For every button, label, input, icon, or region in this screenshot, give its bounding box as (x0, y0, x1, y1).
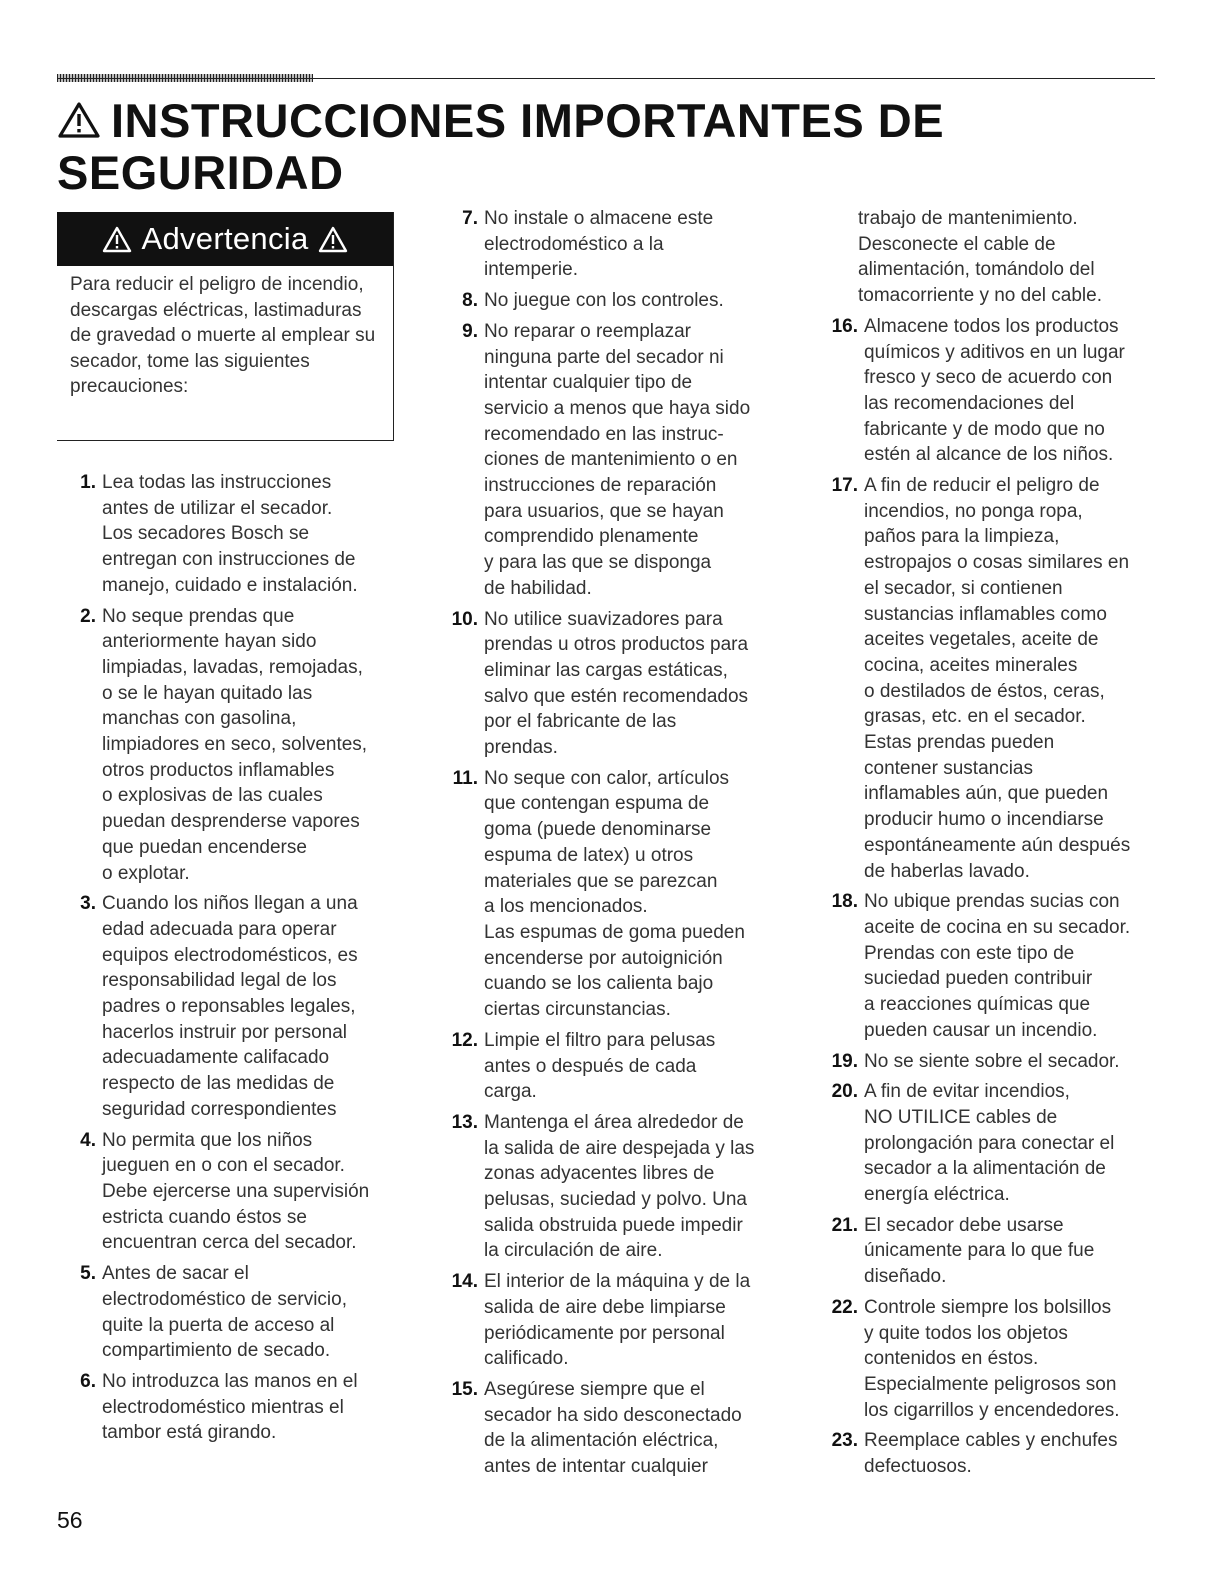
list-item (68, 470, 393, 599)
item-text: No reparar o reemplazar ninguna parte del secador ni intentar cualquier tipo de servicio a menos que haya sido recomendado en las instruc- ciones de mantenimiento o en instrucciones de reparación para usuarios, que se hayan comprendido plenamente y para las que se disponga de habilidad. (484, 320, 751, 599)
list-item (443, 1110, 783, 1264)
page-number: 56 (57, 1507, 83, 1533)
warning-triangle-icon (318, 226, 348, 253)
list-item (823, 1079, 1163, 1208)
item-text: Almacene todos los productos químicos y aditivos en un lugar fresco y seco de acuerdo con las recomendaciones del fabricante y de modo que no estén al alcance de los niños. (864, 315, 1125, 466)
list-item (823, 314, 1163, 468)
item-number: 16. (831, 315, 858, 337)
item-number: 21. (831, 1214, 858, 1236)
item-text: El secador debe usarse únicamente para lo que fue diseñado. (864, 1214, 1095, 1288)
list-item (68, 1261, 393, 1364)
item-number: 5. (80, 1263, 96, 1285)
list-item (443, 288, 783, 314)
item-text: No juegue con los controles. (484, 290, 724, 312)
list-item-continuation: trabajo de mantenimiento. Desconecte el cable de alimentación, tomándolo del tomacorriente y no del cable. (858, 208, 1102, 307)
item-number: 11. (452, 767, 478, 789)
item-text: No ubique prendas sucias con aceite de cocina en su secador. Prendas con este tipo de suciedad pueden contribuir a reacciones químicas que pueden causar un incendio. (864, 891, 1131, 1041)
item-number: 4. (80, 1129, 96, 1151)
item-number: 7. (462, 208, 478, 229)
item-number: 19. (831, 1050, 858, 1072)
item-text: Asegúrese siempre que el secador ha sido desconectado de la alimentación eléctrica, antes de intentar cualquier (484, 1378, 742, 1478)
item-text: Reemplace cables y enchufes defectuosos. (864, 1430, 1118, 1478)
warning-header (57, 212, 393, 266)
list-item (68, 1369, 393, 1446)
list-item (443, 1028, 783, 1105)
item-text: No utilice suavizadores para prendas u otros productos para eliminar las cargas estáticas, salvo que estén recomendados por el fabricante de las prendas. (484, 608, 749, 759)
item-text: Antes de sacar el electrodoméstico de servicio, quite la puerta de acceso al compartimiento de secado. (102, 1263, 347, 1362)
item-number: 13. (451, 1111, 478, 1133)
item-text: A fin de reducir el peligro de incendios, no ponga ropa, paños para la limpieza, estropajos o cosas similares en el secador, si contienen sustancias inflamables como aceites vegetales, aceite de cocina, aceites minerales o destilados de éstos, ceras, grasas, etc. en el secador. Estas prendas pueden contener sustancias inflamables aún, que pueden producir humo o incendiarse espontáneamente aún después de haberlas lavado. (864, 475, 1131, 882)
warning-header-label: Advertencia (141, 221, 309, 256)
item-number: 2. (80, 605, 96, 627)
item-number: 23. (831, 1430, 858, 1452)
warning-text: Para reducir el peligro de incendio, descargas eléctricas, lastimaduras de gravedad o muerte al emplear su secador, tome las siguientes precauciones: (70, 274, 376, 398)
warning-triangle-icon (102, 226, 132, 253)
column-3 (823, 206, 1163, 1485)
column-1 (68, 470, 393, 1451)
item-number: 3. (80, 893, 96, 915)
warning-box (57, 212, 394, 441)
item-text: No seque con calor, artículos que contengan espuma de goma (puede denominarse espuma de latex) u otros materiales que se parezcan a los mencionados. Las espumas de goma pueden encenderse por autoignición cuando se los calienta bajo ciertas circunstancias. (484, 767, 745, 1021)
item-number: 1. (80, 472, 96, 493)
column-2 (443, 206, 783, 1485)
item-text: Lea todas las instrucciones antes de utilizar el secador. Los secadores Bosch se entregan con instrucciones de manejo, cuidado e instalación. (102, 472, 358, 596)
item-text: Limpie el filtro para pelusas antes o después de cada carga. (484, 1029, 716, 1103)
item-number: 6. (80, 1370, 96, 1392)
list-item (443, 766, 783, 1023)
item-number: 9. (462, 320, 478, 342)
item-number: 8. (462, 290, 478, 312)
header-rule (57, 78, 1155, 79)
item-number: 17. (831, 475, 858, 497)
item-text: A fin de evitar incendios, NO UTILICE cables de prolongación para conectar el secador a la alimentación de energía eléctrica. (864, 1081, 1115, 1206)
item-text: No introduzca las manos en el electrodoméstico mientras el tambor está girando. (102, 1370, 358, 1444)
list-item (443, 607, 783, 761)
item-text: Mantenga el área alrededor de la salida de aire despejada y las zonas adyacentes libres de pelusas, suciedad y polvo. Una salida obstruida puede impedir la circulación de aire. (484, 1111, 755, 1262)
list-item (823, 473, 1163, 884)
item-text: No se siente sobre el secador. (864, 1050, 1120, 1072)
item-text: Controle siempre los bolsillos y quite todos los objetos contenidos en éstos. Especialmente peligrosos son los cigarrillos y encendedores. (864, 1296, 1120, 1421)
list-item (443, 319, 783, 602)
list-item (823, 1213, 1163, 1290)
list-item (443, 1269, 783, 1372)
list-item (443, 1377, 783, 1480)
page-title-text: INSTRUCCIONES IMPORTANTES DE SEGURIDAD (57, 94, 945, 199)
list-item (68, 1128, 393, 1257)
list-item (823, 889, 1163, 1043)
list-item (823, 1428, 1163, 1479)
list-item (68, 604, 393, 887)
item-number: 15. (451, 1378, 478, 1400)
list-item (443, 206, 783, 283)
warning-triangle-icon (57, 101, 101, 139)
page-title (57, 95, 1157, 199)
item-text: Cuando los niños llegan a una edad adecuada para operar equipos electrodomésticos, es responsabilidad legal de los padres o reponsables legales, hacerlos instruir por personal adecuadamente califacado respecto de las medidas de seguridad correspondientes (102, 893, 358, 1120)
item-number: 20. (831, 1081, 858, 1103)
item-number: 22. (831, 1296, 858, 1318)
list-item (823, 1295, 1163, 1424)
item-number: 12. (451, 1029, 478, 1051)
item-number: 18. (831, 891, 858, 913)
list-item (823, 1049, 1163, 1075)
item-number: 14. (451, 1271, 478, 1293)
item-text: El interior de la máquina y de la salida de aire debe limpiarse periódicamente por personal calificado. (484, 1271, 751, 1370)
item-number: 10. (451, 608, 478, 630)
item-text: No seque prendas que anteriormente hayan sido limpiadas, lavadas, remojadas, o se le hayan quitado las manchas con gasolina, limpiadores en seco, solventes, otros productos inflamables o explosivas de las cuales puedan desprenderse vapores que puedan encenderse o explotar. (102, 605, 368, 884)
item-text: No instale o almacene este electrodoméstico a la intemperie. (484, 208, 714, 281)
item-text: No permita que los niños jueguen en o con el secador. Debe ejercerse una supervisión estricta cuando éstos se encuentran cerca del secador. (102, 1129, 370, 1254)
list-item (68, 891, 393, 1122)
